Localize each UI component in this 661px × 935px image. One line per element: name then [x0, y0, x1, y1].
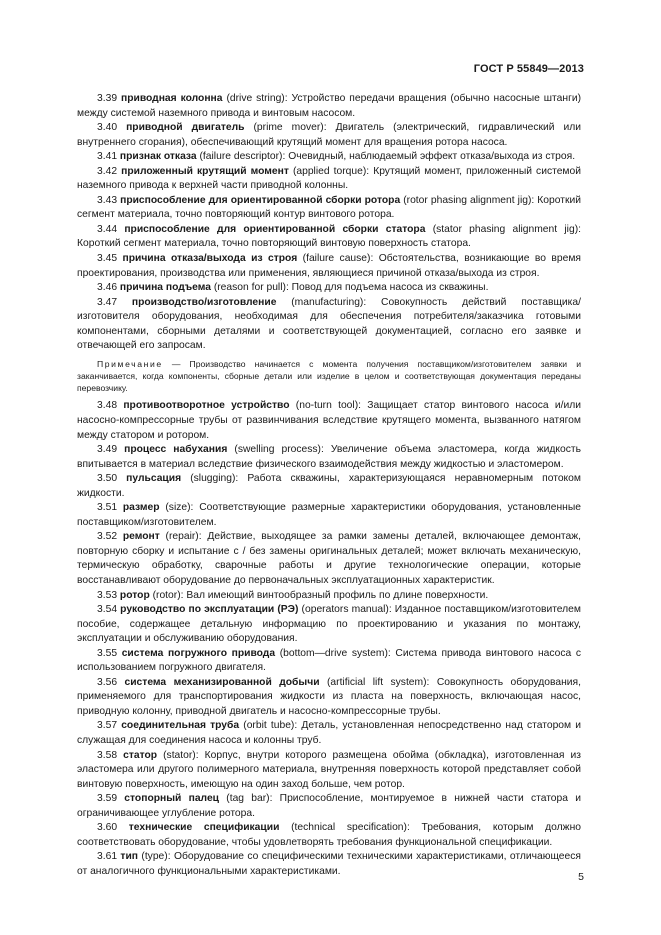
term-name: приспособление для ориентированной сборки ротора: [120, 194, 401, 206]
term-definition: (drive string): Устройство передачи вращения (обычно насосные штанги) между системой наземного привода и винтовым насосом.: [77, 93, 582, 119]
term-number: 3.39: [97, 93, 118, 104]
term-name: пульсация: [126, 473, 182, 485]
term-definition: (type): Оборудование со специфическими техническими характеристиками, отличающееся от аналогичного функциональными характеристиками.: [77, 851, 581, 877]
term-number: 3.51: [97, 502, 118, 514]
term-entry: [77, 150, 581, 165]
term-name: противоотворотное устройство: [123, 400, 290, 412]
note-text: — Производство начинается с момента получения поставщиком/изготовителем заявки и заканчивается, когда компоненты, сборные детали или изделие в целом и соответствующая документация переданы перевозчику.: [77, 358, 581, 394]
term-number: 3.53: [97, 589, 118, 601]
term-entry: [77, 165, 581, 194]
term-name: система погружного привода: [121, 647, 276, 659]
term-definition: (artificial lift system): Совокупность оборудования, применяемого для транспортирования жидкости из пласта на поверхность, включающая насос, приводную колонну, приводной двигатель и насосно-компрессорные трубы.: [77, 676, 581, 717]
note-label: Примечание: [97, 358, 163, 369]
term-name: ремонт: [122, 531, 160, 543]
term-entry: [77, 92, 581, 121]
term-definition: (size): Соответствующие размерные характеристики оборудования, установленные поставщиком/изготовителем.: [77, 502, 581, 528]
term-definition: (failure descriptor): Очевидный, наблюдаемый эффект отказа/выхода из строя.: [196, 151, 576, 163]
page-number: 5: [578, 871, 584, 883]
term-entry: [77, 589, 581, 604]
term-definition: (stator): Корпус, внутри которого размещена обойма (обкладка), изготовленная из эластомера или другого полимерного материала, внутренняя поверхность которой представляет собой винтовую поверхность, имеющую на один заход больше, чем ротор.: [77, 749, 581, 790]
term-entry: [77, 647, 581, 676]
term-name: соединительная труба: [121, 720, 240, 732]
term-number: 3.50: [97, 473, 118, 485]
term-entry: [77, 676, 581, 720]
term-number: 3.58: [97, 749, 118, 761]
term-number: 3.61: [97, 851, 118, 863]
note: [77, 358, 581, 395]
term-number: 3.60: [97, 822, 118, 834]
term-name: производство/изготовление: [131, 296, 277, 308]
term-name: приспособление для ориентированной сборки статора: [124, 223, 426, 235]
terms-group-b: [77, 399, 581, 879]
term-definition: (slugging): Работа скважины, характеризующаяся неравномерным потоком жидкости.: [77, 473, 581, 499]
term-number: 3.59: [97, 793, 118, 805]
term-definition: (rotor): Вал имеющий винтообразный профиль по длине поверхности.: [149, 589, 489, 601]
term-name: стопорный палец: [124, 793, 220, 805]
term-definition: (no-turn tool): Защищает статор винтового насоса и/или насосно-компрессорные трубы от развинчивания вследствие крутящего момента, вызванного натягом между статором и ротором.: [77, 400, 581, 441]
term-number: 3.52: [97, 531, 118, 543]
term-entry: [77, 472, 581, 501]
term-number: 3.48: [97, 400, 118, 412]
term-definition: (tag bar): Приспособление, монтируемое в нижней части статора и ограничивающее углубление ротора.: [77, 793, 581, 819]
standard-designation: ГОСТ Р 55849—2013: [473, 63, 584, 75]
term-name: признак отказа: [119, 151, 197, 163]
term-entry: [77, 501, 581, 530]
term-name: причина отказа/выхода из строя: [122, 253, 298, 265]
term-number: 3.46: [97, 282, 118, 294]
term-name: руководство по эксплуатации (РЭ): [120, 604, 299, 616]
term-entry: [77, 252, 581, 281]
term-definition: (manufacturing): Совокупность действий поставщика/изготовителя оборудования, необходимая для обеспечения потребителя/заказчика готовыми компонентами, сборными деталями и соответствующей документацией, согласно его заявке и отвечающей его запросам.: [77, 296, 581, 352]
term-definition: (failure cause): Обстоятельства, возникающие во время проектирования, производства или применения, являющиеся причиной отказа/выхода из строя.: [77, 253, 581, 279]
term-number: 3.44: [97, 223, 118, 235]
term-name: статор: [123, 749, 158, 761]
term-definition: (bottom—drive system): Система привода винтового насоса с использованием погружного двигателя.: [77, 647, 581, 674]
term-definition: (stator phasing alignment jig): Короткий сегмент материала, точно повторяющий винтовую поверхность статора.: [77, 223, 581, 250]
term-name: причина подъема: [119, 282, 211, 294]
term-definition: (reason for pull): Повод для подъема насоса из скважины.: [210, 282, 489, 294]
term-number: 3.57: [97, 720, 118, 732]
term-name: размер: [122, 502, 160, 514]
term-entry: [77, 749, 581, 793]
term-entry: [77, 121, 581, 150]
term-entry: [77, 792, 581, 821]
term-name: система механизированной добычи: [124, 676, 320, 688]
term-number: 3.41: [97, 151, 118, 163]
term-entry: [77, 719, 581, 748]
term-name: процесс набухания: [124, 444, 228, 456]
term-name: приложенный крутящий момент: [121, 165, 289, 177]
term-entry: [77, 443, 581, 472]
term-number: 3.56: [97, 676, 118, 688]
term-definition: (rotor phasing alignment jig): Короткий сегмент материала, точно повторяющий контур винтового ротора.: [77, 194, 581, 221]
term-definition: (swelling process): Увеличение объема эластомера, когда жидкость впитывается в материал вследствие физического взаимодействия между жидкостью и эластомером.: [77, 444, 581, 470]
term-number: 3.55: [97, 647, 118, 659]
term-entry: [77, 296, 581, 354]
term-name: приводной двигатель: [126, 122, 245, 134]
term-definition: (applied torque): Крутящий момент, приложенный системой наземного привода к верхней части приводной колонны.: [77, 165, 581, 192]
term-number: 3.47: [97, 296, 118, 308]
term-definition: (prime mover): Двигатель (электрический, гидравлический или внутреннего сгорания), обеспечивающий крутящий момент для вращения ротора насоса.: [77, 122, 581, 148]
term-name: тип: [120, 851, 139, 863]
term-name: приводная колонна: [120, 93, 223, 104]
term-number: 3.40: [97, 122, 118, 134]
terms-list: [77, 92, 581, 880]
term-definition: (operators manual): Изданное поставщиком/изготовителем пособие, содержащее детальную информацию по проектированию и указания по монтажу, эксплуатации и обслуживанию оборудования.: [77, 604, 581, 645]
term-number: 3.43: [97, 194, 118, 206]
term-number: 3.45: [97, 253, 118, 265]
term-definition: (technical specification): Требования, которым должно соответствовать оборудование, чтобы удовлетворять требования функциональной спецификации.: [77, 822, 581, 848]
term-definition: (orbit tube): Деталь, установленная непосредственно над статором и служащая для соединения насоса и колонны труб.: [77, 720, 581, 747]
term-entry: [77, 281, 581, 296]
term-entry: [77, 399, 581, 443]
term-name: технические спецификации: [128, 822, 280, 834]
term-definition: (repair): Действие, выходящее за рамки замены деталей, включающее демонтаж, повторную сборку и испытание с / без замены оригинальных деталей; может включать механическую, термическую обработку, сварочные работы и другие технологические операции, которые восстанавливают оборудование до первоначальных эксплуатационных характеристик.: [77, 531, 581, 587]
term-number: 3.49: [97, 444, 118, 456]
term-entry: [77, 530, 581, 588]
term-entry: [77, 850, 581, 879]
term-entry: [77, 194, 581, 223]
term-name: ротор: [119, 589, 150, 601]
term-entry: [77, 603, 581, 647]
term-number: 3.42: [97, 165, 118, 177]
terms-group-a: [77, 92, 581, 354]
term-number: 3.54: [97, 604, 118, 616]
term-entry: [77, 821, 581, 850]
term-entry: [77, 223, 581, 252]
